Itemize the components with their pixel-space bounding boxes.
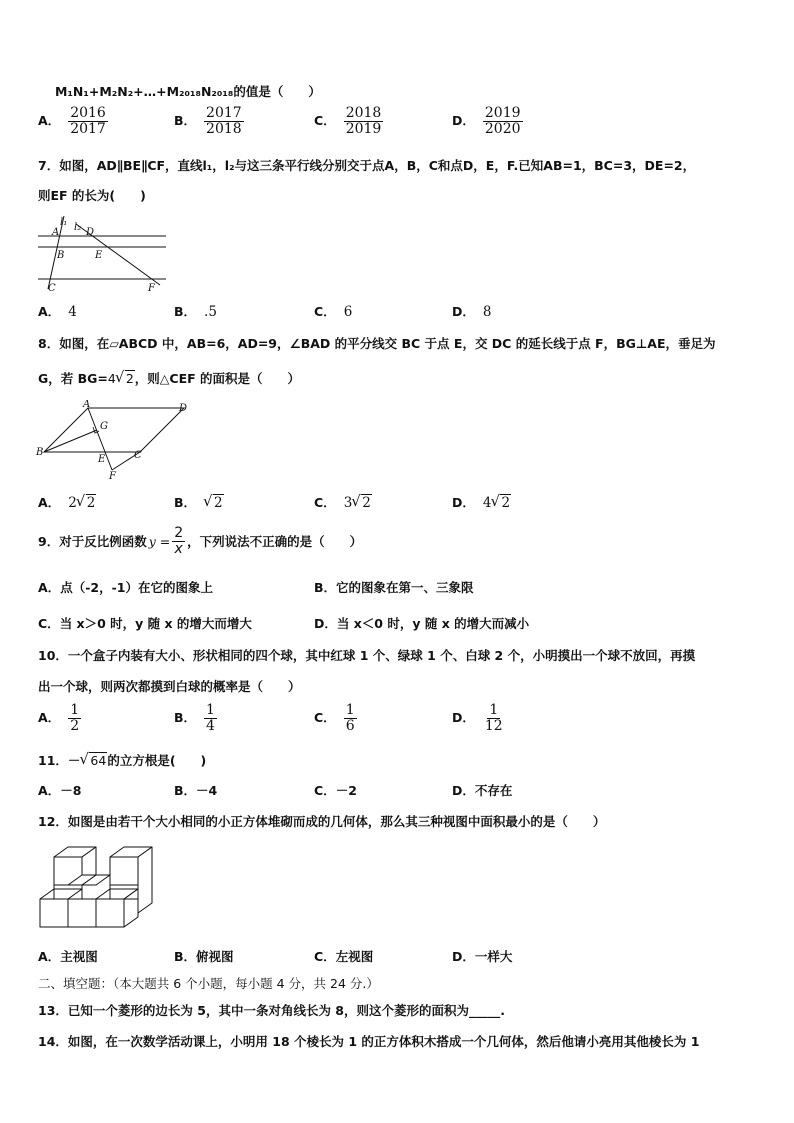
fraction-numerator: 1 — [345, 702, 355, 718]
q8-stem-suffix: ，则△CEF 的面积是（ ） — [134, 371, 300, 386]
cube-side-face — [138, 847, 152, 913]
fraction — [68, 106, 108, 136]
radical-coefficient: 3 — [343, 495, 353, 511]
radicand: 2 — [125, 371, 134, 386]
option-label: C． — [38, 616, 60, 631]
label-c: C — [48, 283, 56, 292]
q7-option-d[interactable] — [452, 302, 491, 320]
option-label: C． — [314, 949, 336, 964]
option-text: .5 — [204, 304, 217, 320]
option-label: C． — [314, 709, 336, 725]
q8-stem-line2 — [38, 369, 300, 387]
q9-option-d[interactable] — [314, 614, 529, 632]
option-label: D． — [452, 709, 475, 725]
fraction-numerator: 2 — [174, 525, 184, 541]
radical — [80, 753, 107, 768]
option-text: －4 — [196, 783, 218, 798]
q8-parallelogram-figure — [36, 400, 192, 480]
option-label: A． — [38, 112, 61, 128]
fraction — [344, 703, 357, 733]
radical-coefficient: 4 — [107, 371, 116, 386]
option-label: B． — [314, 580, 337, 595]
q10-option-a[interactable] — [38, 703, 81, 733]
radicand: 2 — [86, 495, 96, 511]
q6-tail-text: M₁N₁+M₂N₂+…+M₂₀₁₈N₂₀₁₈的值是（ ） — [55, 84, 321, 99]
q9-stem-suffix: ，下列说法不正确的是（ ） — [187, 534, 363, 550]
option-text: 4 — [68, 304, 77, 320]
q7-option-b[interactable] — [174, 302, 217, 320]
option-label: B． — [174, 949, 197, 964]
option-text: 点（-2，-1）在它的图象上 — [60, 580, 213, 595]
fraction — [483, 703, 505, 733]
option-label: D． — [452, 304, 475, 319]
fraction — [204, 703, 217, 733]
q10-stem-line2: 出一个球，则两次都摸到白球的概率是（ ） — [38, 679, 301, 694]
label-l2: l₂ — [74, 222, 82, 233]
option-label: C． — [314, 495, 336, 510]
fraction-numerator: 1 — [206, 702, 215, 718]
fraction-denominator: 12 — [484, 717, 503, 734]
q8-option-c[interactable] — [314, 493, 372, 511]
label-f: F — [109, 471, 116, 480]
option-label: B． — [174, 783, 197, 798]
label-e: E — [98, 454, 106, 465]
option-label: B． — [174, 304, 197, 319]
cube-front-face — [110, 857, 138, 885]
function-y: y = — [148, 533, 171, 549]
q10-option-b[interactable] — [174, 703, 217, 733]
q9-stem-prefix: 9．对于反比例函数 — [38, 534, 147, 550]
option-label: C． — [314, 304, 336, 319]
option-label: A． — [38, 495, 61, 510]
fraction-numerator: 2019 — [484, 105, 521, 121]
label-a: A — [83, 400, 91, 410]
q11-stem-suffix: 的立方根是( ) — [107, 753, 207, 768]
segment-bg — [44, 430, 97, 452]
q7-stem-line2: 则EF 的长为( ) — [38, 188, 146, 203]
option-label: B． — [174, 709, 197, 725]
option-text: 主视图 — [60, 949, 98, 964]
fraction-numerator: 2016 — [70, 105, 106, 121]
q8-stem-prefix: G，若 BG= — [38, 371, 108, 386]
label-a: A — [52, 227, 60, 238]
cube-top-face — [40, 889, 82, 899]
radical — [77, 495, 97, 511]
radical — [116, 371, 135, 386]
q11-option-d[interactable] — [452, 781, 512, 799]
q9-option-b[interactable] — [314, 578, 474, 596]
radical-coefficient: 4 — [482, 495, 492, 511]
label-l1: l₁ — [60, 217, 68, 228]
fraction-denominator: x — [174, 540, 183, 557]
q11-option-a[interactable] — [38, 781, 81, 799]
option-label: D． — [452, 495, 475, 510]
q8-stem-line1: 8．如图，在▱ABCD 中，AB=6，AD=9，∠BAD 的平分线交 BC 于点 E，交 DC 的延长线于点 F，BG⊥AE，垂足为 — [38, 336, 716, 351]
fraction-numerator: 1 — [489, 702, 499, 718]
option-label: B． — [174, 495, 197, 510]
label-e: E — [95, 250, 103, 261]
option-text: 6 — [343, 304, 353, 320]
option-label: A． — [38, 580, 61, 595]
option-text: 一样大 — [474, 949, 513, 964]
q11-stem-prefix: 11．－ — [38, 753, 81, 768]
option-label: D． — [452, 949, 475, 964]
q11-stem — [38, 751, 206, 769]
fraction-denominator: 2018 — [206, 120, 242, 137]
option-text: 当 x＜0 时，y 随 x 的增大而减小 — [336, 616, 530, 631]
option-text: 左视图 — [335, 949, 374, 964]
q8-option-d[interactable] — [452, 493, 511, 511]
q7-parallel-lines-figure — [36, 214, 172, 292]
radical — [204, 495, 224, 511]
option-label: C． — [314, 783, 336, 798]
option-text: 俯视图 — [196, 949, 234, 964]
option-label: A． — [38, 304, 61, 319]
fraction-denominator: 2017 — [70, 120, 106, 137]
label-g: G — [100, 421, 108, 432]
q10-stem-line1: 10．一个盒子内装有大小、形状相同的四个球，其中红球 1 个、绿球 1 个、白球 2 个，小明摸出一个球不放回，再摸 — [38, 648, 696, 663]
q9-stem — [38, 526, 362, 556]
fraction-numerator: 2018 — [345, 105, 382, 121]
function-fraction — [172, 526, 185, 556]
fraction — [344, 106, 384, 136]
radical — [491, 495, 511, 511]
q14-stem: 14．如图，在一次数学活动课上，小明用 18 个棱长为 1 的正方体积木搭成一个几何体，然后他请小亮用其他棱长为 1 — [38, 1034, 700, 1049]
section-heading-fill-in: 二、填空题：（本大题共 6 个小题，每小题 4 分，共 24 分.） — [38, 976, 379, 991]
option-text: 不存在 — [474, 783, 513, 798]
radicand: 2 — [362, 495, 371, 511]
q13-stem: 13．已知一个菱形的边长为 5，其中一条对角线长为 8，则这个菱形的面积为_____. — [38, 1003, 505, 1018]
cube-front-face — [96, 899, 124, 927]
fraction — [68, 703, 81, 733]
q12-option-b[interactable] — [174, 947, 234, 965]
cube-front-face — [68, 899, 96, 927]
label-d: D — [86, 227, 95, 238]
option-label: D． — [314, 616, 337, 631]
fraction-denominator: 2020 — [484, 120, 521, 137]
parallelogram-abcd — [44, 408, 184, 452]
radicand: 2 — [501, 495, 511, 511]
option-text: 它的图象在第一、三象限 — [336, 580, 474, 595]
q7-option-c[interactable] — [314, 302, 352, 320]
cube-front-face — [40, 899, 68, 927]
q8-option-a[interactable] — [38, 493, 96, 511]
label-c: C — [134, 450, 142, 461]
q6-option-c[interactable] — [314, 106, 383, 136]
q12-stem: 12．如图是由若干个大小相同的小正方体堆砌而成的几何体，那么其三种视图中面积最小的是（ ） — [38, 814, 606, 829]
option-label: D． — [452, 112, 475, 128]
option-label: D． — [452, 783, 475, 798]
option-text: －8 — [60, 783, 82, 798]
q11-option-c[interactable] — [314, 781, 357, 799]
fraction-numerator: 1 — [70, 702, 80, 718]
fraction-denominator: 2019 — [345, 120, 382, 137]
q12-cube-stack-figure — [38, 843, 158, 931]
label-d: D — [179, 403, 188, 414]
option-label: C． — [314, 112, 336, 128]
q7-option-a[interactable] — [38, 302, 77, 320]
radicand: 2 — [214, 495, 223, 511]
q6-option-a[interactable] — [38, 106, 108, 136]
q12-option-d[interactable] — [452, 947, 512, 965]
q6-option-d[interactable] — [452, 106, 523, 136]
fraction-denominator: 6 — [345, 717, 355, 734]
q6-option-b[interactable] — [174, 106, 244, 136]
fraction-denominator: 4 — [206, 717, 215, 734]
option-text: 当 x＞0 时，y 随 x 的增大而增大 — [59, 616, 252, 631]
option-label: A． — [38, 709, 61, 725]
fraction-numerator: 2017 — [206, 105, 242, 121]
option-label: A． — [38, 783, 61, 798]
q12-option-c[interactable] — [314, 947, 373, 965]
radicand: 64 — [90, 753, 107, 768]
fraction-denominator: 2 — [70, 717, 80, 734]
q8-option-b[interactable] — [174, 493, 224, 511]
q7-stem-line1: 7．如图，AD∥BE∥CF，直线l₁，l₂与这三条平行线分别交于点A，B，C和点D，E，F.已知AB=1，BC=3，DE=2， — [38, 158, 696, 173]
radical-coefficient: 2 — [68, 495, 77, 511]
option-text: －2 — [335, 783, 357, 798]
q10-option-c[interactable] — [314, 703, 357, 733]
option-label: A． — [38, 949, 61, 964]
label-b: B — [36, 447, 44, 458]
label-b: B — [57, 250, 65, 261]
option-text: 8 — [482, 304, 492, 320]
q12-option-a[interactable] — [38, 947, 98, 965]
fraction — [204, 106, 244, 136]
radical — [352, 495, 372, 511]
q10-option-d[interactable] — [452, 703, 505, 733]
fraction — [483, 106, 523, 136]
q9-option-c[interactable] — [38, 614, 252, 632]
q11-option-b[interactable] — [174, 781, 217, 799]
label-f: F — [148, 283, 155, 292]
option-label: B． — [174, 112, 197, 128]
q9-option-a[interactable] — [38, 578, 213, 596]
